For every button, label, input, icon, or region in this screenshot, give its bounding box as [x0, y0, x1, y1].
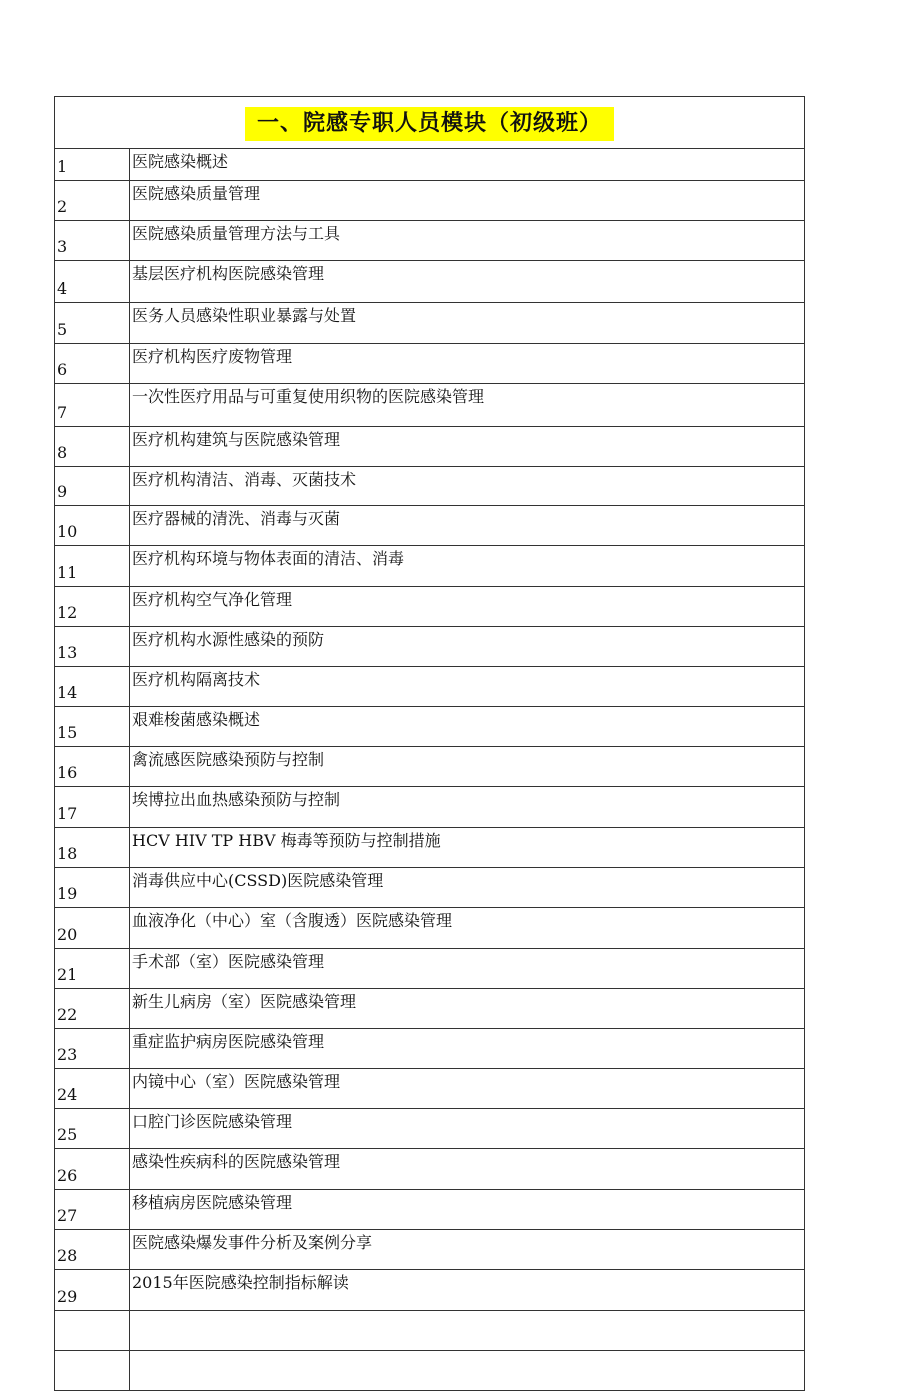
table-row: [55, 868, 805, 908]
title-cell: [55, 97, 805, 149]
table-row: [55, 546, 805, 587]
row-number: 21: [55, 949, 130, 989]
row-number: 13: [55, 627, 130, 667]
row-number: 10: [55, 506, 130, 546]
row-number: 26: [55, 1149, 130, 1190]
row-number: 22: [55, 989, 130, 1029]
row-number: 16: [55, 747, 130, 787]
row-topic: 基层医疗机构医院感染管理: [130, 261, 805, 303]
table-row: [55, 1311, 805, 1351]
row-topic: 艰难梭菌感染概述: [130, 707, 805, 747]
row-topic: 医疗机构隔离技术: [130, 667, 805, 707]
row-topic: 一次性医疗用品与可重复使用织物的医院感染管理: [130, 384, 805, 427]
row-number: [55, 1311, 130, 1351]
row-topic: 医院感染概述: [130, 149, 805, 181]
row-topic: 2015年医院感染控制指标解读: [130, 1270, 805, 1311]
row-number: 23: [55, 1029, 130, 1069]
table-row: [55, 506, 805, 546]
row-number: 6: [55, 344, 130, 384]
table-row: [55, 384, 805, 427]
row-number: 25: [55, 1109, 130, 1149]
table-row: [55, 1270, 805, 1311]
row-topic: 消毒供应中心(CSSD)医院感染管理: [130, 868, 805, 908]
row-topic: 医疗机构空气净化管理: [130, 587, 805, 627]
row-topic: 口腔门诊医院感染管理: [130, 1109, 805, 1149]
row-topic: 移植病房医院感染管理: [130, 1190, 805, 1230]
row-number: 12: [55, 587, 130, 627]
row-topic: [130, 1351, 805, 1391]
row-topic: 感染性疾病科的医院感染管理: [130, 1149, 805, 1190]
row-topic: 医疗机构建筑与医院感染管理: [130, 427, 805, 467]
row-topic: 新生儿病房（室）医院感染管理: [130, 989, 805, 1029]
row-number: 1: [55, 149, 130, 181]
row-topic: 医务人员感染性职业暴露与处置: [130, 303, 805, 344]
row-topic: 医疗机构清洁、消毒、灭菌技术: [130, 467, 805, 506]
row-number: 17: [55, 787, 130, 828]
row-number: 11: [55, 546, 130, 587]
row-topic: 医疗机构水源性感染的预防: [130, 627, 805, 667]
title-row: [55, 97, 805, 149]
row-topic: 埃博拉出血热感染预防与控制: [130, 787, 805, 828]
module-title: 一、院感专职人员模块（初级班）: [245, 107, 614, 141]
row-topic: 内镜中心（室）医院感染管理: [130, 1069, 805, 1109]
table-row: [55, 181, 805, 221]
table-row: [55, 221, 805, 261]
table-row: [55, 828, 805, 868]
table-row: [55, 707, 805, 747]
row-number: [55, 1351, 130, 1391]
table-row: [55, 261, 805, 303]
row-number: 7: [55, 384, 130, 427]
row-number: 18: [55, 828, 130, 868]
table-row: [55, 344, 805, 384]
table-row: [55, 627, 805, 667]
row-number: 8: [55, 427, 130, 467]
row-number: 4: [55, 261, 130, 303]
row-number: 5: [55, 303, 130, 344]
row-number: 29: [55, 1270, 130, 1311]
table-row: [55, 1029, 805, 1069]
course-table: [54, 96, 805, 1391]
row-number: 2: [55, 181, 130, 221]
table-row: [55, 303, 805, 344]
row-topic: 医院感染质量管理方法与工具: [130, 221, 805, 261]
row-topic: 医院感染质量管理: [130, 181, 805, 221]
row-topic: 手术部（室）医院感染管理: [130, 949, 805, 989]
row-number: 24: [55, 1069, 130, 1109]
table-row: [55, 149, 805, 181]
row-topic: HCV HIV TP HBV 梅毒等预防与控制措施: [130, 828, 805, 868]
row-topic: 血液净化（中心）室（含腹透）医院感染管理: [130, 908, 805, 949]
table-row: [55, 1149, 805, 1190]
row-number: 20: [55, 908, 130, 949]
table-row: [55, 747, 805, 787]
row-topic: 医疗机构环境与物体表面的清洁、消毒: [130, 546, 805, 587]
table-row: [55, 949, 805, 989]
table-row: [55, 908, 805, 949]
row-topic: 医院感染爆发事件分析及案例分享: [130, 1230, 805, 1270]
row-topic: 医疗器械的清洗、消毒与灭菌: [130, 506, 805, 546]
table-row: [55, 1069, 805, 1109]
table-row: [55, 787, 805, 828]
row-number: 9: [55, 467, 130, 506]
table-row: [55, 667, 805, 707]
row-number: 3: [55, 221, 130, 261]
table-row: [55, 467, 805, 506]
row-topic: [130, 1311, 805, 1351]
table-row: [55, 989, 805, 1029]
row-number: 28: [55, 1230, 130, 1270]
row-number: 14: [55, 667, 130, 707]
row-number: 27: [55, 1190, 130, 1230]
table-row: [55, 1230, 805, 1270]
table-row: [55, 1109, 805, 1149]
table-row: [55, 587, 805, 627]
row-topic: 医疗机构医疗废物管理: [130, 344, 805, 384]
table-body: [55, 97, 805, 1391]
table-row: [55, 1351, 805, 1391]
row-topic: 重症监护病房医院感染管理: [130, 1029, 805, 1069]
row-topic: 禽流感医院感染预防与控制: [130, 747, 805, 787]
table-row: [55, 1190, 805, 1230]
row-number: 19: [55, 868, 130, 908]
table-row: [55, 427, 805, 467]
row-number: 15: [55, 707, 130, 747]
